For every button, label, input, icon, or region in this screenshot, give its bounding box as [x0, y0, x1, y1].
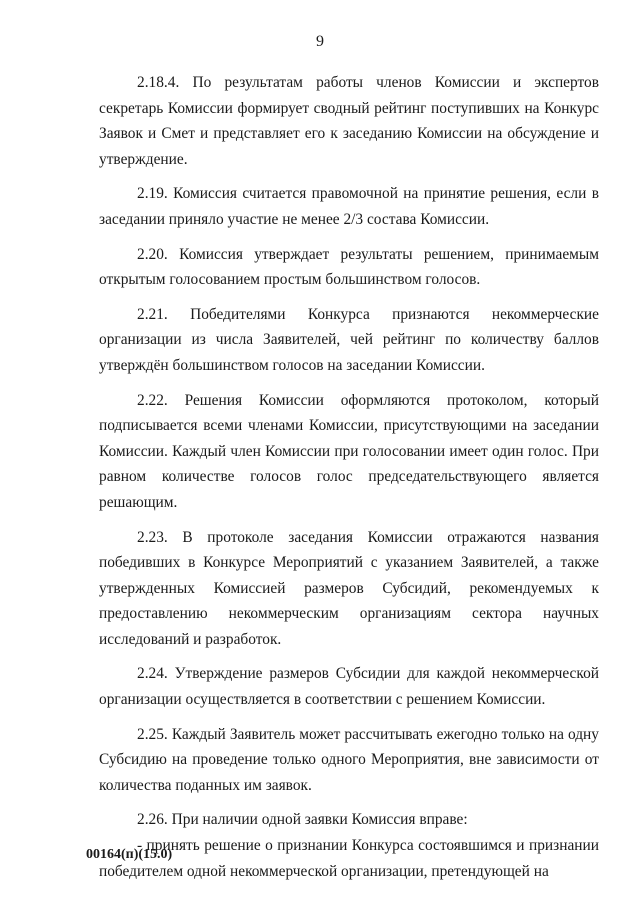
paragraph-2-26-item: - принять решение о признании Конкурса состоявшимся и признании победителем одной некоммерческой организации, претендующей на — [99, 837, 599, 880]
paragraph-2-22: 2.22. Решения Комиссии оформляются протоколом, который подписывается всеми членами Комиссии, присутствующими на заседании Комиссии. Каждый член Комиссии при голосовании имеет один голос. При равном количестве голосов голос председательствующего является решающим. — [99, 391, 599, 511]
paragraph-2-21: 2.21. Победителями Конкурса признаются некоммерческие организации из числа Заявителей, чей рейтинг по количеству баллов утверждён большинством голосов на заседании Комиссии. — [99, 305, 599, 374]
paragraph-2-26: 2.26. При наличии одной заявки Комиссия вправе: — [137, 811, 468, 829]
paragraph-2-25: 2.25. Каждый Заявитель может рассчитывать ежегодно только на одну Субсидию на проведение только одного Мероприятия, вне зависимости от количества поданных им заявок. — [99, 725, 599, 794]
paragraph-2-24: 2.24. Утверждение размеров Субсидии для каждой некоммерческой организации осуществляется в соответствии с решением Комиссии. — [99, 665, 599, 709]
document-body — [99, 70, 599, 893]
document-code: 00164(п)(15.0) — [86, 847, 173, 862]
paragraph-2-19: 2.19. Комиссия считается правомочной на принятие решения, если в заседании приняло участие не менее 2/3 состава Комиссии. — [99, 185, 599, 228]
page-number: 9 — [316, 33, 324, 50]
paragraph-2-20: 2.20. Комиссия утверждает результаты решением, принимаемым открытым голосованием простым большинством голосов. — [99, 245, 599, 289]
paragraph-2-23: 2.23. В протоколе заседания Комиссии отражаются названия победивших в Конкурсе Мероприятий с указанием Заявителей, а также утвержденных Комиссией размеров Субсидий, рекомендуемых к предоставлению некоммерческим организациям сектора научных исследований и разработок. — [99, 528, 599, 648]
paragraph-2-18-4: 2.18.4. По результатам работы членов Комиссии и экспертов секретарь Комиссии формирует сводный рейтинг поступивших на Конкурс Заявок и Смет и представляет его к заседанию Комиссии на обсуждение и утверждение. — [99, 74, 599, 168]
